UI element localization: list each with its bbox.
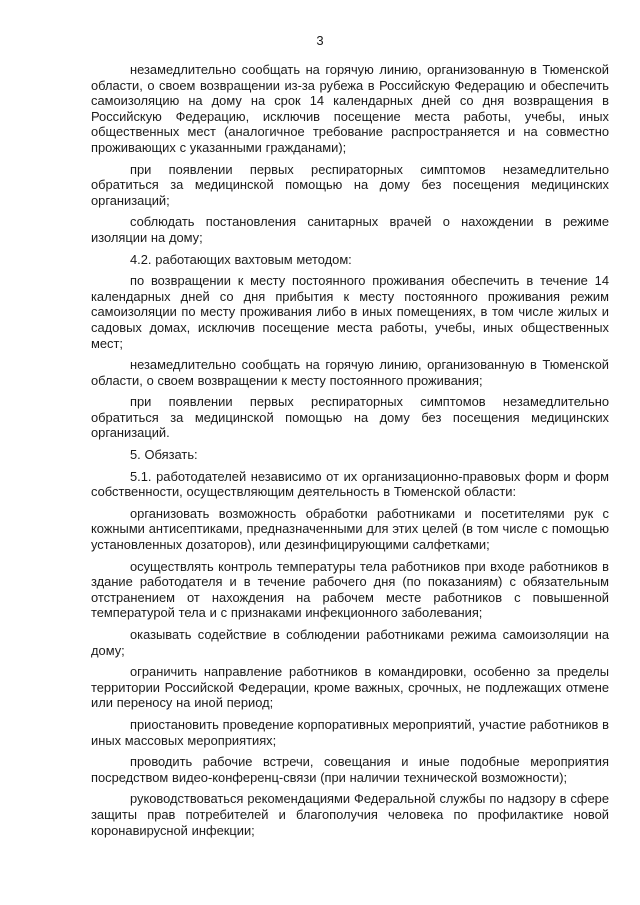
paragraph: руководствоваться рекомендациями Федеральной службы по надзору в сфере защиты прав потребителей и благополучия человека по профилактике новой коронавирусной инфекции; (91, 791, 609, 838)
paragraph: осуществлять контроль температуры тела работников при входе работников в здание работодателя и в течение рабочего дня (по показаниям) с обязательным отстранением от нахождения на рабочем месте работников с повышенной температурой тела и с признаками инфекционного заболевания; (91, 558, 609, 621)
paragraph: 5. Обязать: (130, 447, 198, 463)
paragraph: незамедлительно сообщать на горячую линию, организованную в Тюменской области, о своем возвращении из-за рубежа в Российскую Федерацию и обеспечить самоизоляцию на дому на срок 14 календарных дней со дня возвращения в Российскую Федерацию, исключив посещение места работы, учебы, иных общественных мест (аналогичное требование распространяется и на совместно проживающих с указанными гражданами); (91, 62, 609, 155)
page-number: 3 (316, 33, 324, 48)
paragraph: 5.1. работодателей независимо от их организационно-правовых форм и форм собственности, осуществляющим деятельность в Тюменской области: (91, 468, 609, 500)
document-body (91, 62, 609, 844)
paragraph: ограничить направление работников в командировки, особенно за пределы территории Российской Федерации, кроме важных, срочных, не подлежащих отмене или переносу на иной период; (91, 664, 609, 711)
paragraph: по возвращении к месту постоянного проживания обеспечить в течение 14 календарных дней со дня прибытия к месту постоянного проживания режим самоизоляции по месту проживания либо в иных помещениях, в том числе жилых и садовых домах, исключив посещение места работы, учебы, иных общественных мест; (91, 273, 609, 351)
paragraph: 4.2. работающих вахтовым методом: (130, 251, 352, 267)
paragraph: при появлении первых респираторных симптомов незамедлительно обратиться за медицинской помощью на дому без посещения медицинских организаций. (91, 394, 609, 441)
paragraph: проводить рабочие встречи, совещания и иные подобные мероприятия посредством видео-конференц-связи (при наличии технической возможности); (91, 754, 609, 785)
paragraph: соблюдать постановления санитарных врачей о нахождении в режиме изоляции на дому; (91, 214, 609, 245)
paragraph: при появлении первых респираторных симптомов незамедлительно обратиться за медицинской помощью на дому без посещения медицинских организаций; (91, 161, 609, 208)
paragraph: оказывать содействие в соблюдении работниками режима самоизоляции на дому; (91, 627, 609, 658)
paragraph: незамедлительно сообщать на горячую линию, организованную в Тюменской области, о своем возвращении к месту постоянного проживания; (91, 357, 609, 388)
paragraph: организовать возможность обработки работниками и посетителями рук с кожными антисептиками, предназначенными для этих целей (в том числе с помощью установленных дозаторов), или дезинфицирующими салфетками; (91, 505, 609, 553)
paragraph: приостановить проведение корпоративных мероприятий, участие работников в иных массовых мероприятиях; (91, 716, 609, 748)
